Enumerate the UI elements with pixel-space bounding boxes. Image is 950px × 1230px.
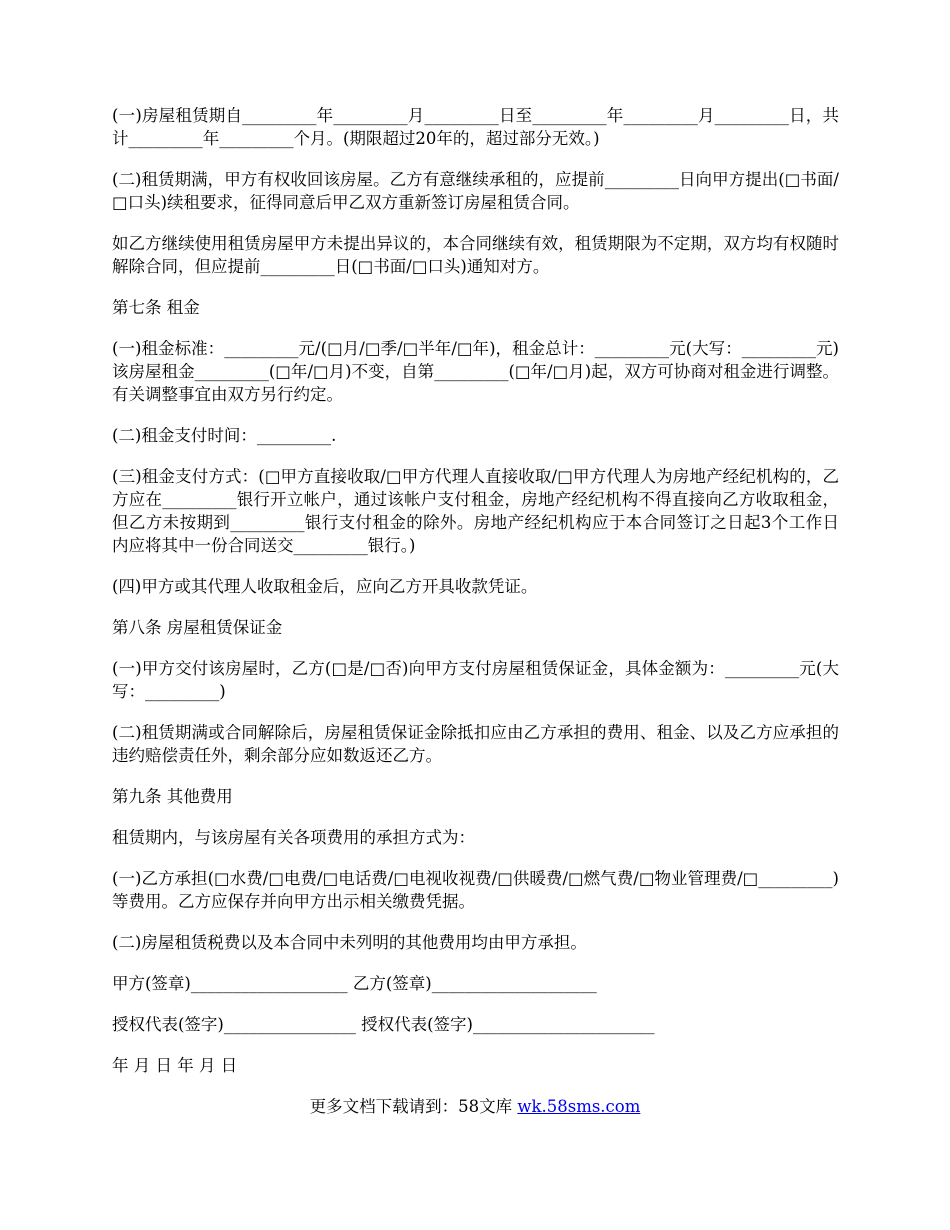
page-footer [0, 1095, 950, 1118]
clause-lease-term: (一)房屋租赁期自_________年_________月_________日至_________年_________月_________日，共计_________年_________个月。(期限超过20年的，超过部分无效。) [112, 106, 839, 148]
clause-rent-payment-time: (二)租金支付时间：_________. [112, 426, 337, 445]
signature-line-parties: 甲方(签章)___________________ 乙方(签章)____________________ [112, 974, 597, 993]
section-heading-rent: 第七条 租金 [112, 298, 200, 317]
signature-line-representatives: 授权代表(签字)________________ 授权代表(签字)______________________ [112, 1015, 655, 1034]
section-heading-other-fees: 第九条 其他费用 [112, 787, 233, 806]
signature-line-dates: 年 月 日 年 月 日 [112, 1056, 238, 1075]
clause-fees-intro: 租赁期内，与该房屋有关各项费用的承担方式为： [112, 828, 475, 847]
footer-text: 更多文档下载请到：58文库 [309, 1097, 518, 1116]
clause-deposit-amount: (一)甲方交付该房屋时，乙方(□是/□否)向甲方支付房屋租赁保证金，具体金额为：_________元(大写：_________) [112, 659, 839, 701]
clause-tenant-fees: (一)乙方承担(□水费/□电费/□电话费/□电视收视费/□供暖费/□燃气费/□物业管理费/□_________)等费用。乙方应保存并向甲方出示相关缴费凭据。 [112, 869, 839, 911]
clause-renewal: (二)租赁期满，甲方有权收回该房屋。乙方有意继续承租的，应提前_________日向甲方提出(□书面/□口头)续租要求，征得同意后甲乙双方重新签订房屋租赁合同。 [112, 170, 839, 212]
footer-link[interactable]: wk.58sms.com [517, 1097, 641, 1116]
clause-deposit-return: (二)租赁期满或合同解除后，房屋租赁保证金除抵扣应由乙方承担的费用、租金、以及乙方应承担的违约赔偿责任外，剩余部分应如数返还乙方。 [112, 723, 839, 765]
clause-indefinite-term: 如乙方继续使用租赁房屋甲方未提出异议的，本合同继续有效，租赁期限为不定期，双方均有权随时解除合同，但应提前_________日(□书面/□口头)通知对方。 [112, 234, 839, 276]
clause-rent-payment-method: (三)租金支付方式：(□甲方直接收取/□甲方代理人直接收取/□甲方代理人为房地产经纪机构的，乙方应在_________银行开立帐户，通过该帐户支付租金，房地产经纪机构不得直接向乙方收取租金，但乙方未按期到_________银行支付租金的除外。房地产经纪机构应于本合同签订之日起3个工作日内应将其中一份合同送交_________银行。) [112, 467, 839, 555]
contract-body [112, 104, 839, 1095]
section-heading-deposit: 第八条 房屋租赁保证金 [112, 618, 283, 637]
clause-landlord-fees: (二)房屋租赁税费以及本合同中未列明的其他费用均由甲方承担。 [112, 933, 587, 952]
clause-rent-standard: (一)租金标准：_________元/(□月/□季/□半年/□年)，租金总计：_________元(大写：_________元)该房屋租金_________(□年/□月)不变，自第_________(□年/□月)起，双方可协商对租金进行调整。有关调整事宜由双方另行约定。 [112, 339, 839, 404]
clause-rent-receipt: (四)甲方或其代理人收取租金后，应向乙方开具收款凭证。 [112, 577, 538, 596]
